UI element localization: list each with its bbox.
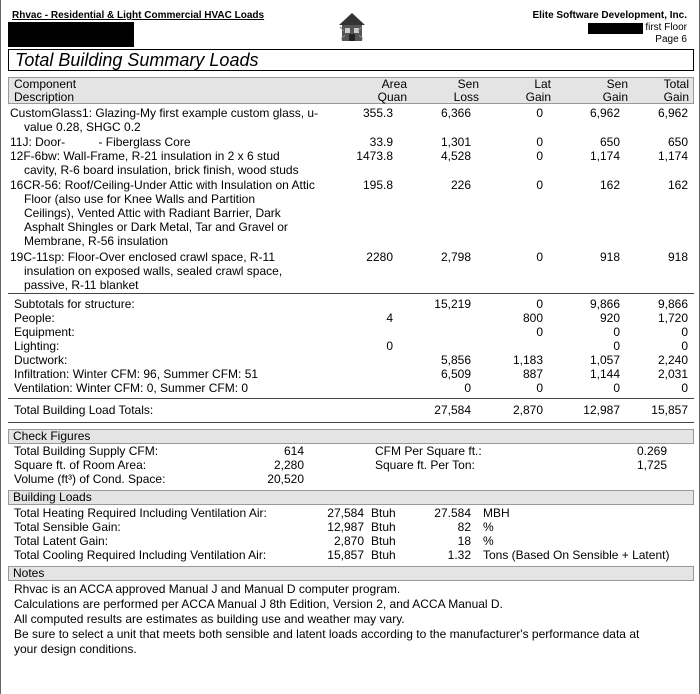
notes-text: Rhvac is an ACCA approved Manual J and Manual D computer program. Calculations are performed per ACCA Manual J 8th Edition, Version 2, and ACCA Manual D. All computed results are estimates as building use and weather may vary. Be sure to select a unit that meets both sensible and latent loads according to the manufacturer's performance data at your design conditions. — [14, 582, 640, 656]
check-figures-left-values: 614 2,280 20,520 — [267, 444, 304, 486]
lat-gain-value: 0 — [536, 135, 543, 149]
component-desc: 11J: Door- - Fiberglass Core — [10, 135, 191, 149]
building-loads-units2: MBH % % Tons (Based On Sensible + Latent) — [483, 506, 670, 562]
subtotal-lat-gain: 0 800 0 1,183 887 0 — [512, 297, 543, 395]
check-figures-right-labels: CFM Per Square ft.: Square ft. Per Ton: — [375, 444, 482, 472]
check-figures-heading: Check Figures — [8, 429, 694, 444]
page-title: Total Building Summary Loads — [8, 49, 694, 71]
subtotal-total-gain: 9,866 1,720 0 0 2,240 2,031 0 — [657, 297, 688, 395]
totals-sen-gain: 12,987 — [583, 403, 620, 417]
area-value: 195.8 — [362, 178, 393, 192]
col-sen-loss: Sen Loss — [453, 77, 479, 104]
subtotal-sen-gain: 9,866 920 0 0 1,057 1,144 0 — [589, 297, 620, 395]
col-component: Component Description — [14, 77, 77, 104]
report-header-right — [533, 10, 687, 46]
building-loads-heading: Building Loads — [8, 490, 694, 505]
col-area: Area Quan — [377, 77, 407, 104]
component-desc: 12F-6bw: Wall-Frame, R-21 insulation in 2 x 6 stud cavity, R-6 board insulation, brick finish, wood studs — [10, 149, 299, 177]
lat-gain-value: 0 — [536, 149, 543, 163]
redacted-project-name — [588, 23, 643, 34]
check-figures-right-values: 0.269 1,725 — [636, 444, 667, 472]
lat-gain-value: 0 — [536, 106, 543, 120]
sen-loss-value: 4,528 — [440, 149, 471, 163]
component-desc: 16CR-56: Roof/Ceiling-Under Attic with Insulation on Attic Floor (also use for Knee Walls and Partition Ceilings), Vented Attic with Radiant Barrier, Dark Asphalt Shingles or Dark Metal, Tar and Gravel or Membrane, R-56 insulation — [10, 178, 315, 248]
floor-label: first Floor — [645, 22, 687, 33]
component-desc: CustomGlass1: Glazing-My first example custom glass, u- value 0.28, SHGC 0.2 — [10, 106, 319, 134]
sen-loss-value: 226 — [450, 178, 471, 192]
divider — [8, 293, 694, 294]
total-gain-value: 1,174 — [657, 149, 688, 163]
company-name: Elite Software Development, Inc. — [532, 10, 687, 21]
total-gain-value: 162 — [667, 178, 688, 192]
page-number: Page 6 — [655, 34, 687, 45]
col-sen-gain: Sen Gain — [602, 77, 628, 104]
component-desc: 19C-11sp: Floor-Over enclosed crawl space, R-11 insulation on exposed walls, sealed crawl space, passive, R-11 blanket — [10, 250, 283, 292]
sen-loss-value: 2,798 — [440, 250, 471, 264]
total-gain-value: 650 — [667, 135, 688, 149]
total-gain-value: 6,962 — [657, 106, 688, 120]
sen-gain-value: 6,962 — [589, 106, 620, 120]
sen-gain-value: 162 — [599, 178, 620, 192]
totals-lat-gain: 2,870 — [512, 403, 543, 417]
totals-label: Total Building Load Totals: — [14, 403, 154, 417]
totals-sen-loss: 27,584 — [434, 403, 471, 417]
column-header — [8, 77, 694, 104]
sen-loss-value: 1,301 — [440, 135, 471, 149]
building-loads-values2: 27.584 82 18 1.32 — [434, 506, 471, 562]
check-figures-left-labels: Total Building Supply CFM: Square ft. of Room Area: Volume (ft³) of Cond. Space: — [14, 444, 166, 486]
subtotal-sen-loss: 15,219 5,856 6,509 0 — [434, 297, 471, 395]
sen-gain-value: 650 — [599, 135, 620, 149]
notes-heading: Notes — [8, 566, 694, 581]
sen-gain-value: 1,174 — [589, 149, 620, 163]
col-total-gain: Total Gain — [663, 77, 689, 104]
lat-gain-value: 0 — [536, 250, 543, 264]
divider — [8, 422, 694, 423]
divider — [8, 398, 694, 399]
area-value: 33.9 — [369, 135, 393, 149]
area-value: 2280 — [366, 250, 393, 264]
col-lat-gain: Lat Gain — [525, 77, 551, 104]
area-value: 355.3 — [362, 106, 393, 120]
totals-total-gain: 15,857 — [651, 403, 688, 417]
area-value: 1473.8 — [356, 149, 393, 163]
sen-loss-value: 6,366 — [440, 106, 471, 120]
total-gain-value: 918 — [667, 250, 688, 264]
program-name: Rhvac - Residential & Light Commercial HVAC Loads — [12, 10, 265, 21]
subtotal-labels: Subtotals for structure: People: Equipment: Lighting: Ductwork: Infiltration: Winter CFM: 96, Summer CFM: 51 Ventilation: Winter CFM: 0, Summer CFM: 0 — [14, 297, 259, 395]
building-loads-units: Btuh Btuh Btuh Btuh — [371, 506, 396, 562]
building-loads-labels: Total Heating Required Including Ventilation Air: Total Sensible Gain: Total Latent Gain: Total Cooling Required Including Ventilation Air: — [14, 506, 267, 562]
house-logo-icon — [337, 11, 367, 43]
lat-gain-value: 0 — [536, 178, 543, 192]
building-loads-values: 27,584 12,987 2,870 15,857 — [327, 506, 364, 562]
sen-gain-value: 918 — [599, 250, 620, 264]
redacted-client-block — [8, 22, 134, 47]
subtotal-area: 4 0 — [386, 311, 393, 353]
